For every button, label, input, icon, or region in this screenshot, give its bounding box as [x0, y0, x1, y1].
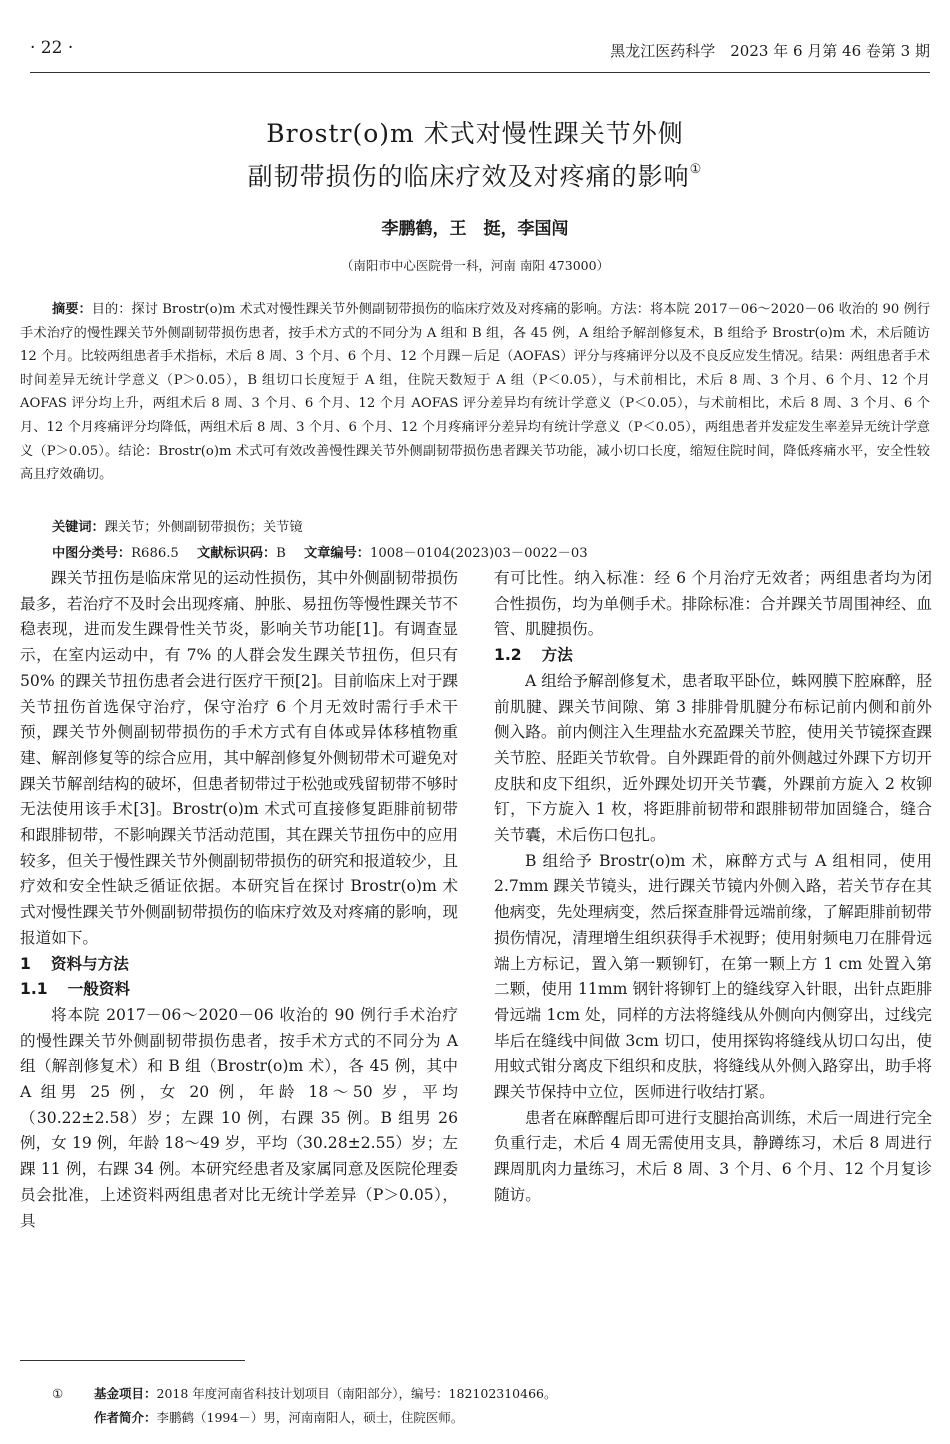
- title-line-1: Brostr(o)m 术式对慢性踝关节外侧: [266, 119, 684, 148]
- abstract-label: 摘要：: [52, 302, 92, 317]
- art-label: 文章编号：: [304, 546, 370, 561]
- body-column-right: [494, 566, 932, 1209]
- author-bio-label: 作者简介：: [94, 1410, 157, 1425]
- fund-footnote: [52, 1382, 557, 1406]
- keywords: [52, 516, 303, 535]
- abstract: [20, 298, 930, 487]
- doc-code: [197, 546, 286, 561]
- method-group-b-paragraph: B 组给予 Brostr(o)m 术，麻醉方式与 A 组相同，使用 2.7mm 踝关节镜头，进行踝关节镜内外侧入路，若关节存在其他病变，先处理病变，然后探查腓骨远端前缘，了解距腓前韧带损伤情况，清理增生组织获得手术视野；使用射频电刀在腓骨远端上方标记，置入第一颗铆钉，在第一颗上方 1 cm 处置入第二颗，使用 11mm 钢针将铆钉上的缝线穿入针眼，出针点距腓骨远端 1cm 处，同样的方法将缝线从外侧向内侧穿出，过线完毕后在缝线中间做 3cm 切口，使用探钩将缝线从切口勾出，使用蚊式钳分离皮下组织和皮肤，将缝线从外侧入路穿出，助手将踝关节保持中立位，医师进行收结打紧。: [494, 851, 932, 1102]
- section-1-2-heading: [494, 643, 932, 669]
- article-number: [304, 546, 588, 561]
- section-1-number: 1: [20, 954, 31, 973]
- footnote-mark: ①: [52, 1386, 64, 1401]
- intro-paragraph: 踝关节扭伤是临床常见的运动性损伤，其中外侧副韧带损伤最多，若治疗不及时会出现疼痛、肿胀、易扭伤等慢性踝关节不稳表现，进而发生踝骨性关节炎，影响关节功能[1]。有调查显示，在室内运动中，有 7% 的人群会发生踝关节扭伤，但只有 50% 的踝关节扭伤患者会进行医疗干预[2]。目前临床上对于踝关节扭伤首选保守治疗，保守治疗 6 个月无效时需行手术干预，踝关节外侧副韧带损伤的手术方式有自体或异体移植物重建、解剖修复等的综合应用，其中解剖修复外侧韧带术可避免对踝关节解剖结构的破坏，但患者韧带过于松弛或残留韧带不够时无法使用该手术[3]。Brostr(o)m 术式可直接修复距腓前韧带和跟腓韧带，不影响踝关节活动范围，其在踝关节扭伤中的应用较多，但关于慢性踝关节外侧副韧带损伤的研究和报道较少，且疗效和安全性缺乏循证依据。本研究旨在探讨 Brostr(o)m 术式对慢性踝关节外侧副韧带损伤的临床疗效及对疼痛的影响，现报道如下。: [20, 569, 458, 947]
- section-1-2-number: 1.2: [494, 646, 522, 665]
- section-1-heading: [20, 952, 458, 978]
- body-column-left: [20, 566, 458, 1234]
- doc-value: B: [276, 546, 286, 561]
- classification-line: [52, 542, 602, 561]
- author-list: 李鹏鹤，王 挺，李国闯: [381, 219, 569, 239]
- method-group-a-paragraph: A 组给予解剖修复术，患者取平卧位，蛛网膜下腔麻醉，胫前肌腱、踝关节间隙、第 3 排腓骨肌腱分布标记前内侧和前外侧入路。前内侧注入生理盐水充盈踝关节腔，使用关节镜探查踝关节腔、胫距关节软骨。自外踝距骨的前外侧越过外踝下方切开皮肤和皮下组织，近外踝处切开关节囊，外踝前方旋入 2 枚铆钉，下方旋入 1 枚，将距腓前韧带和跟腓韧带加固缝合，缝合关节囊，术后伤口包扎。: [494, 671, 932, 845]
- page-number: · 22 ·: [30, 38, 74, 58]
- affiliation: （南阳市中心医院骨一科，河南 南阳 473000）: [340, 258, 610, 273]
- section-1-title: 资料与方法: [50, 954, 129, 973]
- section-1-1-heading: [20, 977, 458, 1003]
- doc-label: 文献标识码：: [197, 546, 277, 561]
- abstract-text: 目的：探讨 Brostr(o)m 术式对慢性踝关节外侧副韧带损伤的临床疗效及对疼痛的影响。方法：将本院 2017－06～2020－06 收治的 90 例行手术治疗的慢性踝关节外侧副韧带损伤患者，按手术方式的不同分为 A 组和 B 组，各 45 例，A 组给予解剖修复术，B 组给予 Brostr(o)m 术，术后随访 12 个月。比较两组患者手术指标，术后 8 周、3 个月、6 个月、12 个月踝－后足（AOFAS）评分与疼痛评分以及不良反应发生情况。结果：两组患者手术时间差异无统计学意义（P＞0.05），B 组切口长度短于 A 组，住院天数短于 A 组（P＜0.05），与术前相比，术后 8 周、3 个月、6 个月、12 个月 AOFAS 评分均上升，两组术后 8 周、3 个月、6 个月、12 个月 AOFAS 评分差异均有统计学意义（P＜0.05），与术前相比，术后 8 周、3 个月、6 个月、12 个月疼痛评分均降低，两组术后 8 周、3 个月、6 个月、12 个月疼痛评分差异均有统计学意义（P＜0.05），两组患者并发症发生率差异无统计学意义（P＞0.05）。结论：Brostr(o)m 术式可有效改善慢性踝关节外侧副韧带损伤患者踝关节功能，减小切口长度，缩短住院时间，降低疼痛水平，安全性较高且疗效确切。: [20, 302, 931, 483]
- keywords-label: 关键词：: [52, 520, 105, 535]
- title-line-2-text: 副韧带损伤的临床疗效及对疼痛的影响: [247, 162, 690, 191]
- clc-value: R686.5: [131, 546, 179, 561]
- section-1-2-title: 方法: [541, 646, 573, 665]
- fund-text: 2018 年度河南省科技计划项目（南阳部分），编号：182102310466。: [156, 1386, 557, 1401]
- running-header: [30, 38, 930, 68]
- journal-info: 黑龙江医药科学 2023 年 6 月第 46 卷第 3 期: [610, 42, 930, 60]
- section-1-1-title: 一般资料: [67, 980, 131, 999]
- header-rule: [30, 72, 930, 73]
- footnotes: [52, 1382, 557, 1430]
- fund-label: 基金项目：: [94, 1386, 157, 1401]
- title-line-2: [0, 150, 950, 197]
- footnote-rule: [20, 1360, 245, 1361]
- author-bio-text: 李鹏鹤（1994－）男，河南南阳人，硕士，住院医师。: [156, 1410, 464, 1425]
- author-bio-footnote: [52, 1406, 557, 1430]
- abstract-paragraph: [20, 298, 930, 487]
- keywords-text: 踝关节；外侧副韧带损伤；关节镜: [104, 520, 303, 535]
- postop-rehab-paragraph: 患者在麻醉醒后即可进行支腿抬高训练，术后一周进行完全负重行走，术后 4 周无需使用支具，静蹲练习，术后 8 周进行踝周肌肉力量练习，术后 8 周、3 个月、6 个月、12 个月复诊随访。: [494, 1108, 932, 1204]
- clc-label: 中图分类号：: [52, 546, 132, 561]
- art-value: 1008－0104(2023)03－0022－03: [369, 546, 588, 561]
- general-data-continued: 有可比性。纳入标准：经 6 个月治疗无效者；两组患者均为闭合性损伤，均为单侧手术。排除标准：合并踝关节周围神经、血管、肌腱损伤。: [494, 569, 932, 639]
- section-1-1-number: 1.1: [20, 980, 48, 999]
- general-data-paragraph: 将本院 2017－06～2020－06 收治的 90 例行手术治疗的慢性踝关节外侧副韧带损伤患者，按手术方式的不同分为 A 组（解剖修复术）和 B 组（Brostr(o)m 术），各 45 例，其中 A 组男 25 例，女 20 例，年龄 18～50 岁，平均（30.22±2.58）岁；左踝 10 例，右踝 35 例。B 组男 26 例，女 19 例，年龄 18～49 岁，平均（30.28±2.55）岁；左踝 11 例，右踝 34 例。本研究经患者及家属同意及医院伦理委员会批准，上述资料两组患者对比无统计学差异（P＞0.05），具: [20, 1005, 458, 1230]
- title-footnote-mark: ①: [689, 162, 703, 177]
- clc-number: [52, 546, 179, 561]
